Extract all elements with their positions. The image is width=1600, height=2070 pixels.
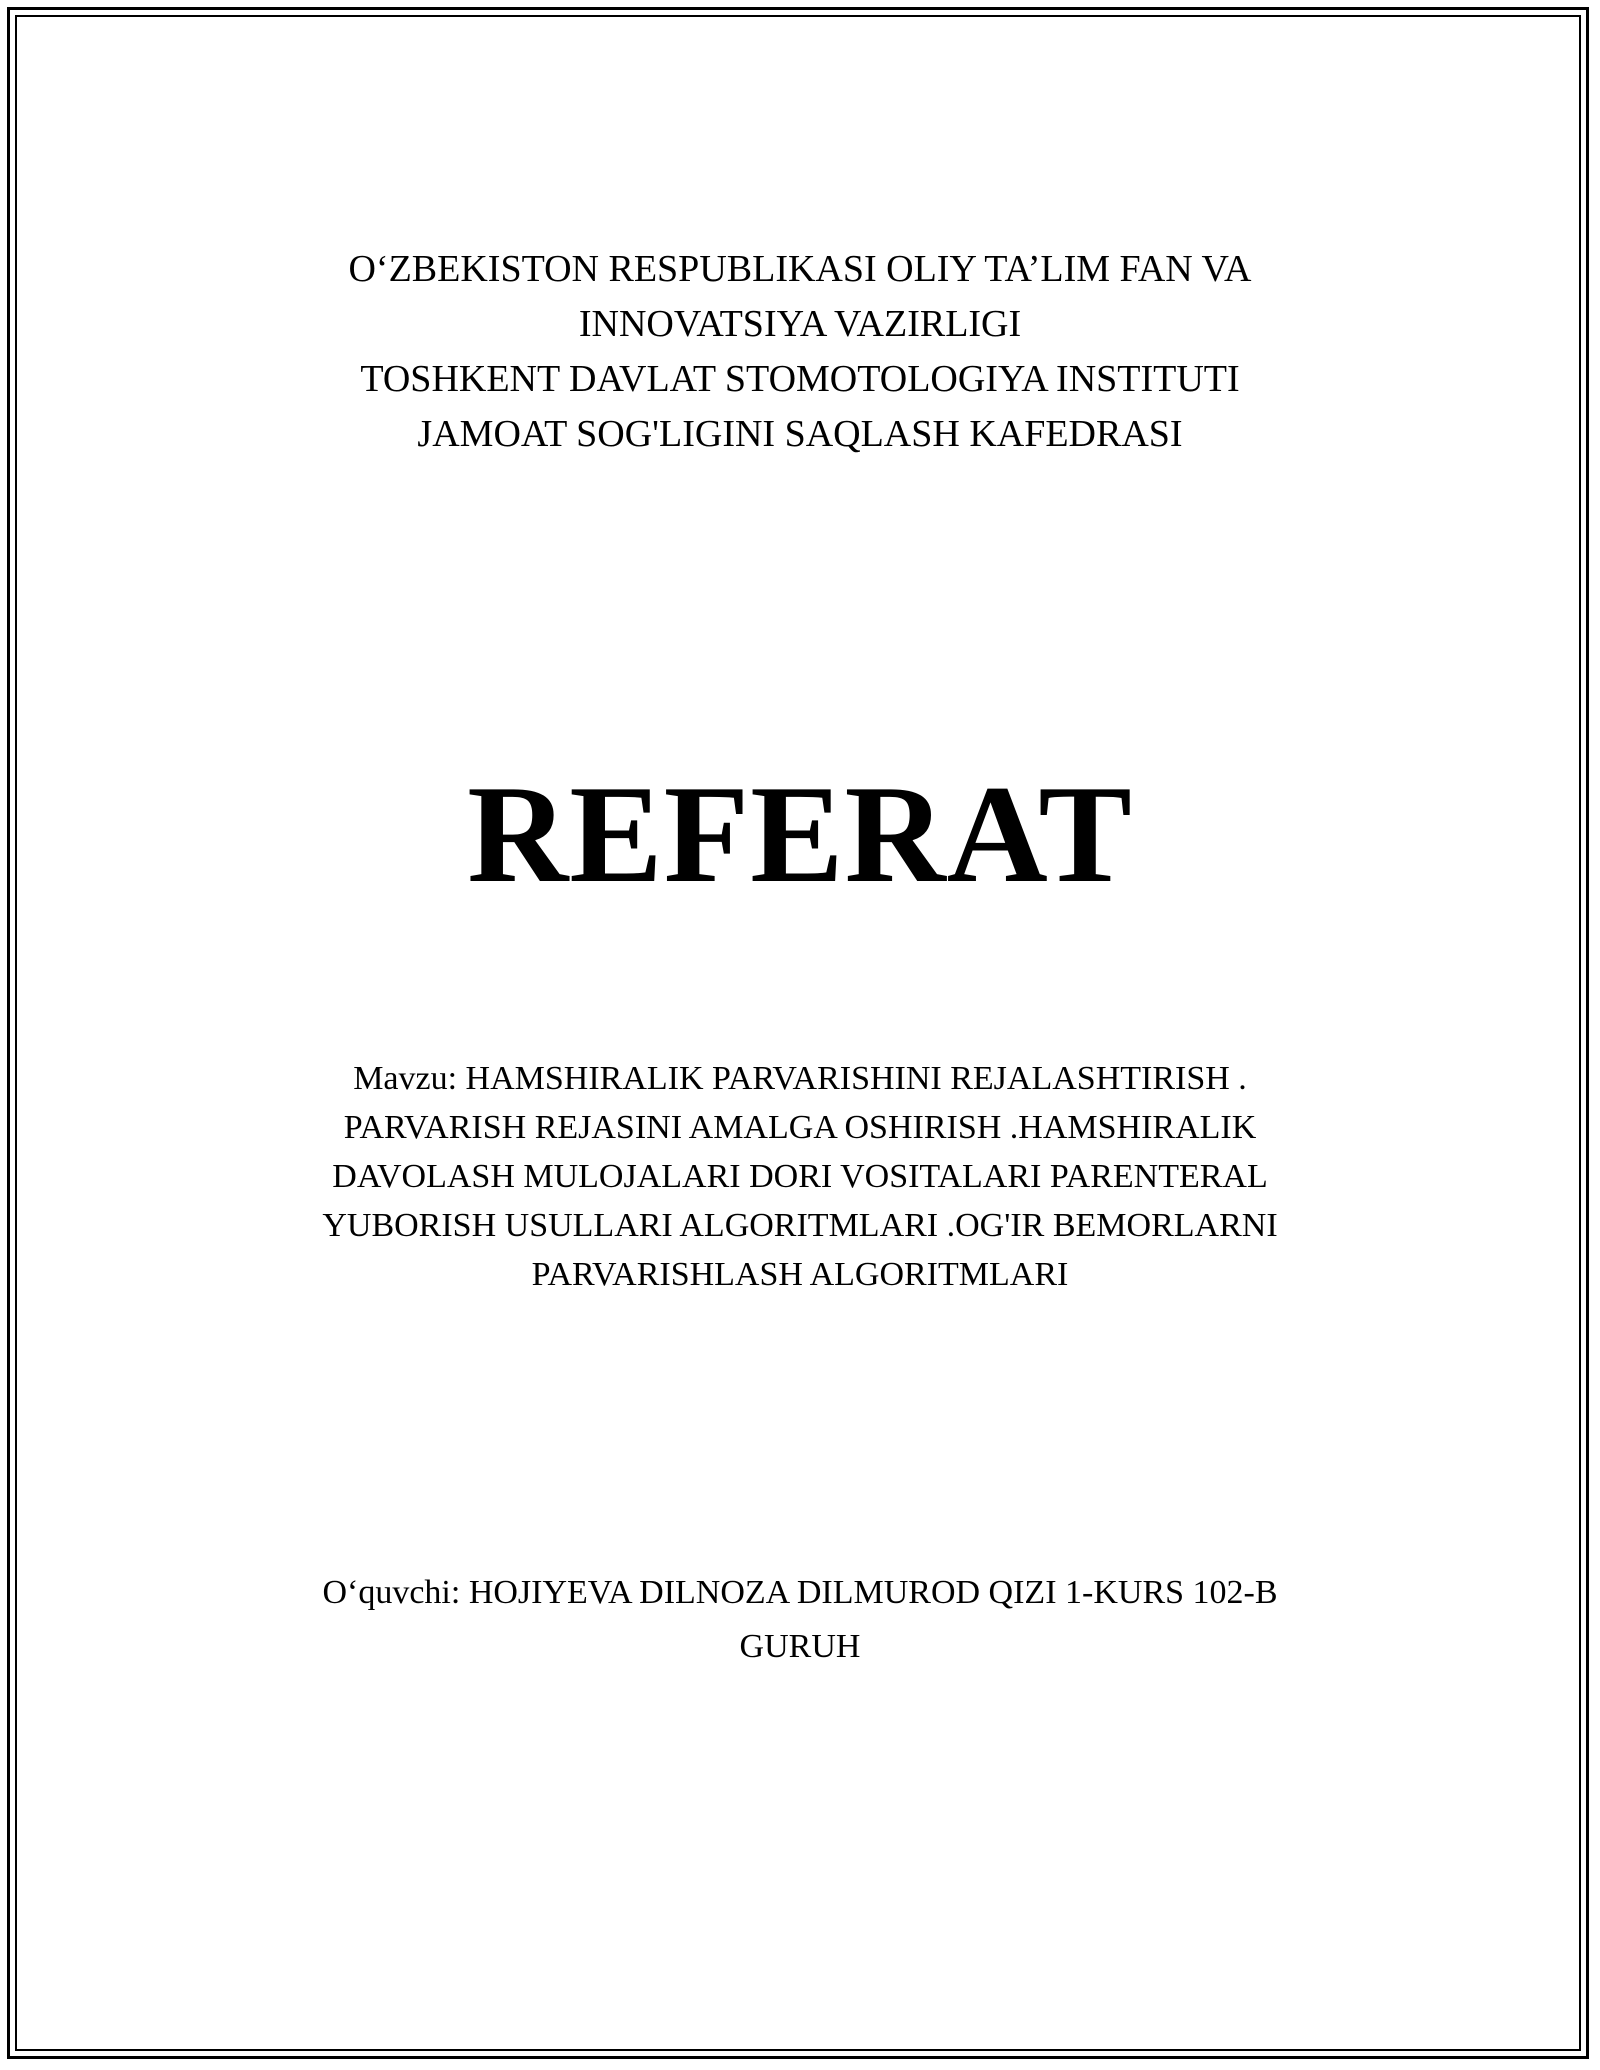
header-line-ministry-1: O‘ZBEKISTON RESPUBLIKASI OLIY TA’LIM FAN VA <box>348 248 1252 290</box>
header-line-department: JAMOAT SOG'LIGINI SAQLASH KAFEDRASI <box>417 413 1183 455</box>
document-title: REFERAT <box>467 757 1133 912</box>
header-line-ministry-2: INNOVATSIYA VAZIRLIGI <box>578 303 1022 345</box>
topic-line: YUBORISH USULLARI ALGORITMLARI .OG'IR BEMORLARNI <box>322 1207 1278 1244</box>
topic-block <box>200 1054 1400 1299</box>
institution-header <box>200 242 1400 462</box>
topic-line: Mavzu: HAMSHIRALIK PARVARISHINI REJALASHTIRISH . <box>353 1060 1247 1097</box>
student-block <box>200 1566 1400 1674</box>
student-line: GURUH <box>739 1628 861 1665</box>
topic-line: PARVARISH REJASINI AMALGA OSHIRISH .HAMSHIRALIK <box>343 1109 1257 1146</box>
student-line: O‘quvchi: HOJIYEVA DILNOZA DILMUROD QIZI 1-KURS 102-B <box>322 1574 1278 1611</box>
topic-line: DAVOLASH MULOJALARI DORI VOSITALARI PARENTERAL <box>332 1158 1268 1195</box>
topic-line: PARVARISHLASH ALGORITMLARI <box>531 1256 1069 1293</box>
header-line-institute: TOSHKENT DAVLAT STOMOTOLOGIYA INSTITUTI <box>360 358 1240 400</box>
